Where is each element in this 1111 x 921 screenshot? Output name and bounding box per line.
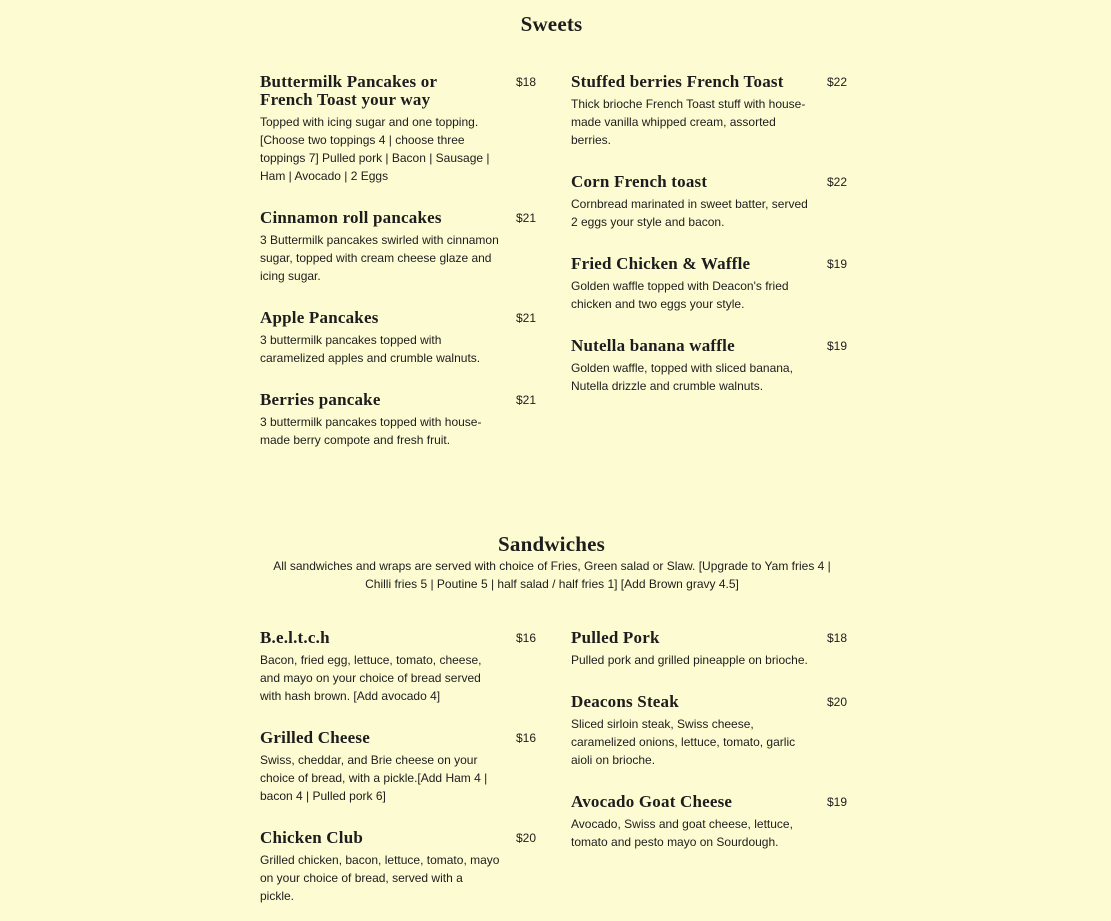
item-name: Avocado Goat Cheese bbox=[571, 792, 733, 811]
item-price: $18 bbox=[826, 631, 847, 645]
item-description: Thick brioche French Toast stuff with house-made vanilla whipped cream, assorted berries. bbox=[571, 97, 806, 147]
item-price: $20 bbox=[826, 695, 847, 709]
item-description: Avocado, Swiss and goat cheese, lettuce, tomato and pesto mayo on Sourdough. bbox=[571, 817, 793, 849]
menu-item bbox=[571, 173, 847, 231]
item-price: $20 bbox=[515, 831, 536, 845]
menu-item bbox=[260, 629, 536, 705]
section-title-sweets: Sweets bbox=[520, 12, 583, 36]
menu-item bbox=[571, 73, 847, 149]
item-description: 3 buttermilk pancakes topped with caramelized apples and crumble walnuts. bbox=[260, 333, 481, 365]
item-name: Berries pancake bbox=[260, 390, 381, 409]
item-name: Chicken Club bbox=[260, 828, 364, 847]
item-name: Corn French toast bbox=[571, 172, 708, 191]
sandwiches-left-column bbox=[260, 629, 536, 921]
menu-item bbox=[260, 829, 536, 905]
menu-item bbox=[571, 693, 847, 769]
item-price: $21 bbox=[515, 211, 536, 225]
item-description: Pulled pork and grilled pineapple on brioche. bbox=[571, 653, 808, 667]
sweets-right-column bbox=[571, 73, 847, 419]
item-name: Fried Chicken & Waffle bbox=[571, 254, 751, 273]
item-name: Buttermilk Pancakes or French Toast your way bbox=[260, 72, 437, 109]
item-description: Golden waffle topped with Deacon's fried chicken and two eggs your style. bbox=[571, 279, 789, 311]
item-description: Golden waffle, topped with sliced banana, Nutella drizzle and crumble walnuts. bbox=[571, 361, 793, 393]
item-name: Pulled Pork bbox=[571, 628, 660, 647]
item-description: Swiss, cheddar, and Brie cheese on your choice of bread, with a pickle.[Add Ham 4 | bacon 4 | Pulled pork 6] bbox=[260, 753, 488, 803]
menu-item bbox=[260, 729, 536, 805]
item-name: Nutella banana waffle bbox=[571, 336, 735, 355]
item-description: 3 buttermilk pancakes topped with house-made berry compote and fresh fruit. bbox=[260, 415, 482, 447]
item-name: Grilled Cheese bbox=[260, 728, 370, 747]
item-price: $19 bbox=[826, 795, 847, 809]
item-price: $22 bbox=[826, 75, 847, 89]
sandwiches-right-column bbox=[571, 629, 847, 875]
section-subtitle: All sandwiches and wraps are served with choice of Fries, Green salad or Slaw. [Upgrade to Yam fries 4 | Chilli fries 5 | Poutine 5 | half salad / half fries 1] [Add Brown gravy 4.5] bbox=[273, 559, 831, 591]
item-price: $21 bbox=[515, 311, 536, 325]
menu-item bbox=[260, 73, 536, 185]
item-description: Cornbread marinated in sweet batter, served 2 eggs your style and bacon. bbox=[571, 197, 808, 229]
menu-item bbox=[260, 209, 536, 285]
item-price: $19 bbox=[826, 339, 847, 353]
item-price: $16 bbox=[515, 731, 536, 745]
item-price: $21 bbox=[515, 393, 536, 407]
item-name: Cinnamon roll pancakes bbox=[260, 208, 442, 227]
item-name: Stuffed berries French Toast bbox=[571, 72, 784, 91]
item-price: $19 bbox=[826, 257, 847, 271]
item-price: $18 bbox=[515, 75, 536, 89]
menu-item bbox=[571, 255, 847, 313]
item-price: $22 bbox=[826, 175, 847, 189]
sweets-left-column bbox=[260, 73, 536, 473]
item-name: Deacons Steak bbox=[571, 692, 679, 711]
item-description: 3 Buttermilk pancakes swirled with cinnamon sugar, topped with cream cheese glaze and icing sugar. bbox=[260, 233, 499, 283]
menu-item bbox=[260, 309, 536, 367]
item-name: B.e.l.t.c.h bbox=[260, 628, 330, 647]
item-description: Grilled chicken, bacon, lettuce, tomato, mayo on your choice of bread, served with a pickle. bbox=[260, 853, 500, 903]
menu-item bbox=[571, 629, 847, 669]
menu-item bbox=[571, 793, 847, 851]
item-description: Topped with icing sugar and one topping. [Choose two toppings 4 | choose three toppings 7] Pulled pork | Bacon | Sausage | Ham | Avocado | 2 Eggs bbox=[260, 115, 490, 183]
item-price: $16 bbox=[515, 631, 536, 645]
menu-item bbox=[571, 337, 847, 395]
menu-item bbox=[260, 391, 536, 449]
item-description: Bacon, fried egg, lettuce, tomato, cheese, and mayo on your choice of bread served with hash brown. [Add avocado 4] bbox=[260, 653, 482, 703]
item-name: Apple Pancakes bbox=[260, 308, 379, 327]
item-description: Sliced sirloin steak, Swiss cheese, caramelized onions, lettuce, tomato, garlic aioli on brioche. bbox=[571, 717, 796, 767]
section-title-sandwiches: Sandwiches bbox=[497, 532, 606, 556]
